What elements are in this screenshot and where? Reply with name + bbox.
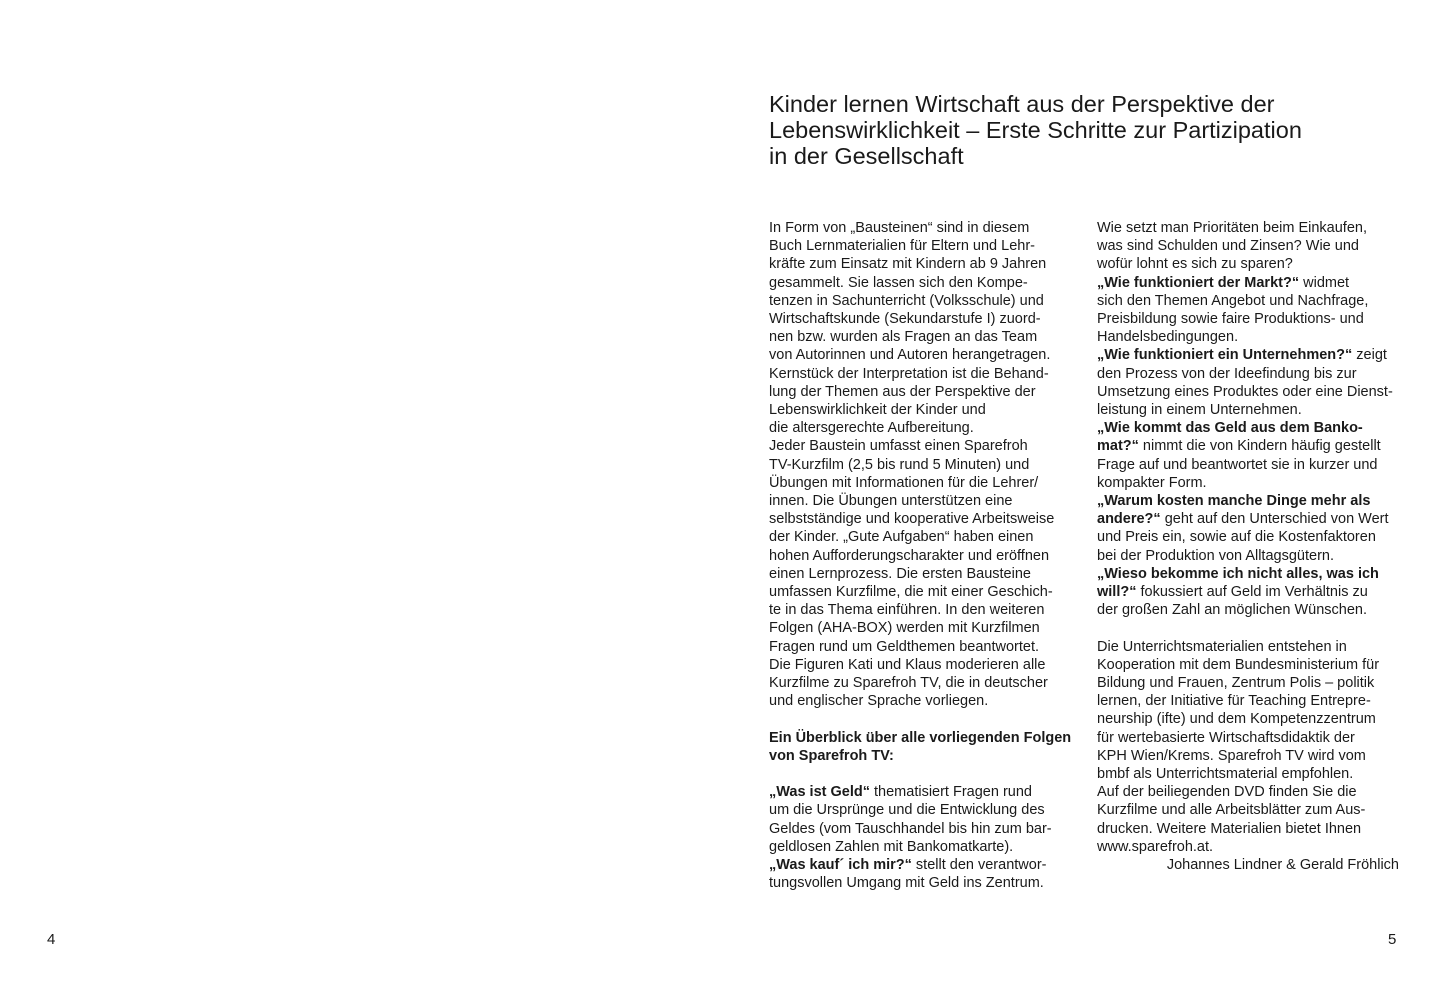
episode-markt (1097, 274, 1409, 347)
text-line: für wertebasierte Wirtschaftsdidaktik der (1097, 729, 1355, 746)
text-line: und Preis ein, sowie auf die Kostenfaktoren (1097, 529, 1376, 546)
text-line: sich den Themen Angebot und Nachfrage, (1097, 292, 1369, 309)
text-line: was sind Schulden und Zinsen? Wie und (1097, 238, 1359, 255)
text-line: neurship (ifte) und dem Kompetenzzentrum (1097, 711, 1376, 728)
text-fragment: widmet (1299, 274, 1350, 291)
page-number-left: 4 (47, 931, 56, 948)
text-line: leistung in einem Unternehmen. (1097, 402, 1302, 419)
text-line: In Form von „Bausteinen“ sind in diesem (769, 220, 1030, 236)
text-line: von Autorinnen und Autoren herangetragen. (769, 347, 1051, 364)
text-line: Die Unterrichtsmaterialien entstehen in (1097, 638, 1347, 655)
text-line: Handelsbedingungen. (1097, 329, 1239, 346)
text-line: Wirtschaftskunde (Sekundarstufe I) zuord- (769, 311, 1041, 328)
heading-line: Ein Überblick über alle vorliegenden Folgen (769, 729, 1072, 746)
text-line: der Kinder. „Gute Aufgaben“ haben einen (769, 529, 1034, 546)
paragraph-gap (769, 710, 1079, 728)
text-line: selbstständige und kooperative Arbeitsweise (769, 511, 1055, 528)
text-line: hohen Aufforderungscharakter und eröffnen (769, 547, 1050, 564)
heading-line: von Sparefroh TV: (769, 747, 894, 764)
episode-title: „Was kauf´ ich mir?“ (769, 857, 912, 874)
episode-title: „Wie funktioniert der Markt?“ (1097, 274, 1300, 291)
episode-unternehmen (1097, 346, 1409, 419)
intro-paragraph (769, 219, 1079, 710)
text-line: lernen, der Initiative für Teaching Entrepre- (1097, 693, 1371, 710)
text-fragment: nimmt die von Kindern häufig gestellt (1138, 438, 1381, 455)
text-line: Folgen (AHA-BOX) werden mit Kurzfilmen (769, 620, 1040, 637)
author-signature: Johannes Lindner & Gerald Fröhlich (1166, 857, 1399, 874)
left-text-column (769, 219, 1079, 892)
text-line: um die Ursprünge und die Entwicklung des (769, 802, 1045, 819)
text-line: bmbf als Unterrichtsmaterial empfohlen. (1097, 766, 1354, 783)
text-line: TV-Kurzfilm (2,5 bis rund 5 Minuten) und (769, 456, 1030, 473)
closing-paragraph (1097, 638, 1409, 856)
episode-was-ist-geld (769, 783, 1079, 856)
text-line: Fragen rund um Geldthemen beantwortet. (769, 638, 1040, 655)
text-line: Umsetzung eines Produktes oder eine Dienst- (1097, 383, 1393, 400)
text-line: einen Lernprozess. Die ersten Bausteine (769, 565, 1031, 582)
episode-title: andere?“ (1097, 511, 1161, 528)
text-line: www.sparefroh.at. (1097, 838, 1214, 855)
episode-title: „Wie kommt das Geld aus dem Banko- (1097, 420, 1363, 437)
text-line: nen bzw. wurden als Fragen an das Team (769, 329, 1038, 346)
title-line: Kinder lernen Wirtschaft aus der Perspektive der (769, 91, 1275, 117)
episode-title: „Was ist Geld“ (769, 784, 870, 801)
text-line: drucken. Weitere Materialien bietet Ihnen (1097, 820, 1362, 837)
text-line: Wie setzt man Prioritäten beim Einkaufen, (1097, 220, 1367, 236)
text-line: tenzen in Sachunterricht (Volksschule) und (769, 292, 1044, 309)
episode-title: will?“ (1097, 584, 1137, 601)
episode-was-kauf-ich-mir-continued (1097, 219, 1409, 274)
text-line: der großen Zahl an möglichen Wünschen. (1097, 602, 1368, 619)
text-line: Geldes (vom Tauschhandel bis hin zum bar- (769, 820, 1052, 837)
text-fragment: fokussiert auf Geld im Verhältnis zu (1136, 584, 1368, 601)
overview-heading (769, 729, 1079, 765)
text-line: Buch Lernmaterialien für Eltern und Lehr- (769, 238, 1035, 255)
text-fragment: geht auf den Unterschied von Wert (1160, 511, 1389, 528)
text-line: kräfte zum Einsatz mit Kindern ab 9 Jahren (769, 256, 1047, 273)
text-line: Übungen mit Informationen für die Lehrer/ (769, 474, 1039, 491)
text-line: Bildung und Frauen, Zentrum Polis – politik (1097, 675, 1375, 692)
text-line: Frage auf und beantwortet sie in kurzer und (1097, 456, 1378, 473)
text-line: Kurzfilme und alle Arbeitsblätter zum Aus- (1097, 802, 1366, 819)
episode-title: „Wie funktioniert ein Unternehmen?“ (1097, 347, 1353, 364)
text-fragment: stellt den verantwor- (911, 857, 1047, 874)
text-line: bei der Produktion von Alltagsgütern. (1097, 547, 1334, 564)
episode-wuensche (1097, 565, 1409, 620)
paragraph-gap (769, 765, 1079, 783)
episode-bankomat (1097, 419, 1409, 492)
episode-title: mat?“ (1097, 438, 1139, 455)
episode-was-kauf-ich-mir (769, 856, 1079, 892)
episode-title: „Wieso bekomme ich nicht alles, was ich (1097, 565, 1379, 582)
text-fragment: thematisiert Fragen rund (869, 784, 1032, 801)
page-number-right: 5 (1388, 931, 1397, 948)
text-line: tungsvollen Umgang mit Geld ins Zentrum. (769, 875, 1044, 892)
text-line: lung der Themen aus der Perspektive der (769, 383, 1036, 400)
title-line: in der Gesellschaft (769, 143, 964, 169)
title-line: Lebenswirklichkeit – Erste Schritte zur Partizipation (769, 117, 1302, 143)
episode-kosten (1097, 492, 1409, 565)
paragraph-gap (1097, 619, 1409, 637)
text-line: Lebenswirklichkeit der Kinder und (769, 402, 986, 419)
text-line: geldlosen Zahlen mit Bankomatkarte). (769, 838, 1014, 855)
text-line: Kernstück der Interpretation ist die Behand- (769, 365, 1049, 382)
text-line: innen. Die Übungen unterstützen eine (769, 493, 1013, 510)
episode-title: „Warum kosten manche Dinge mehr als (1097, 493, 1371, 510)
page-title (769, 91, 1409, 169)
text-line: und englischer Sprache vorliegen. (769, 693, 989, 710)
text-line: te in das Thema einführen. In den weiteren (769, 602, 1045, 619)
text-line: umfassen Kurzfilme, die mit einer Geschich- (769, 584, 1053, 601)
text-line: Die Figuren Kati und Klaus moderieren alle (769, 656, 1046, 673)
text-line: den Prozess von der Ideefindung bis zur (1097, 365, 1357, 382)
text-line: gesammelt. Sie lassen sich den Kompe- (769, 274, 1028, 291)
text-line: die altersgerechte Aufbereitung. (769, 420, 974, 437)
text-line: Kurzfilme zu Sparefroh TV, die in deutscher (769, 675, 1048, 692)
text-line: Auf der beiliegenden DVD finden Sie die (1097, 784, 1357, 801)
text-line: KPH Wien/Krems. Sparefroh TV wird vom (1097, 747, 1366, 764)
right-text-column (1097, 219, 1409, 874)
text-fragment: zeigt (1352, 347, 1387, 364)
text-line: Kooperation mit dem Bundesministerium für (1097, 656, 1380, 673)
text-line: wofür lohnt es sich zu sparen? (1097, 256, 1293, 273)
text-line: Jeder Baustein umfasst einen Sparefroh (769, 438, 1028, 455)
text-line: kompakter Form. (1097, 474, 1207, 491)
text-line: Preisbildung sowie faire Produktions- und (1097, 311, 1364, 328)
